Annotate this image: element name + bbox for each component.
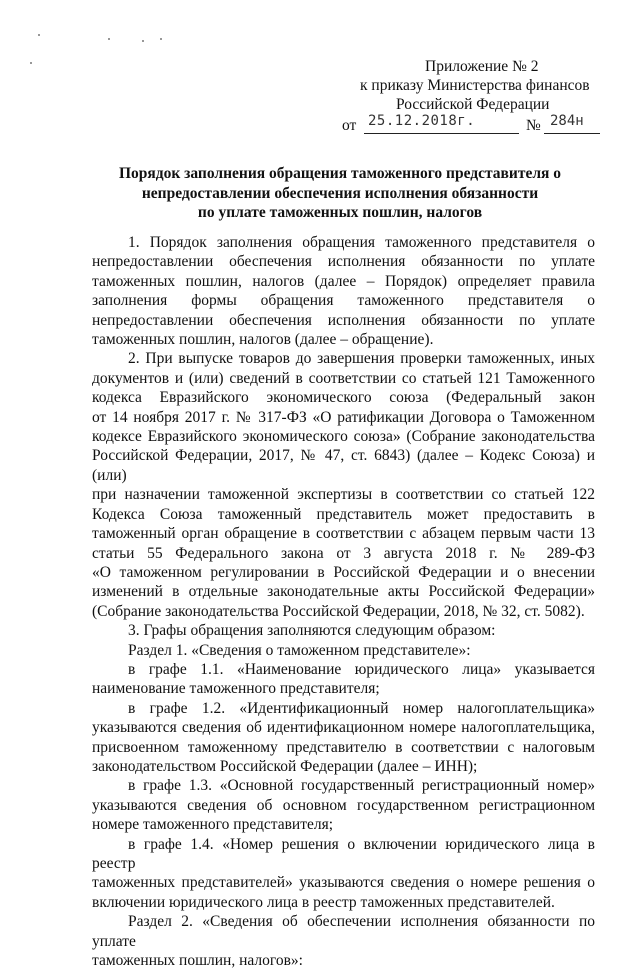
- text-line: непредоставлении обеспечения исполнения обязанности по уплате: [92, 311, 595, 329]
- order-reference: к приказу Министерства финансов: [360, 77, 590, 94]
- text-line: в графе 1.2. «Идентификационный номер налогоплательщика»: [128, 699, 595, 717]
- order-number-field: [544, 113, 600, 134]
- text-line: Кодекса Союза таможенный представитель может предоставить в: [92, 505, 595, 523]
- text-line: кодексе Евразийского экономического союза» (Собрание законодательства: [92, 428, 595, 446]
- text-line: номере таможенного представителя;: [92, 816, 334, 834]
- order-number: 284н: [550, 113, 584, 129]
- text-line: в графе 1.1. «Наименование юридического лица» указывается: [128, 660, 595, 678]
- text-line: указываются сведения об основном государственном регистрационном: [92, 796, 595, 814]
- text-line: от 14 ноября 2017 г. № 317-ФЗ «О ратификации Договора о Таможенном: [92, 408, 595, 426]
- title-line: по уплате таможенных пошлин, налогов: [197, 204, 483, 221]
- text-line: 2. При выпуске товаров до завершения проверки таможенных, иных: [128, 350, 595, 368]
- text-line: таможенных пошлин, налогов (далее – обращение).: [92, 331, 434, 349]
- section-heading: Раздел 2. «Сведения об обеспечении исполнения обязанности по уплате: [92, 913, 595, 950]
- document-title: [90, 164, 590, 223]
- text-line: статьи 55 Федерального закона от 3 августа 2018 г. № 289-ФЗ: [92, 544, 595, 562]
- text-line: присвоенном таможенному представителю в соответствии с налоговым: [92, 738, 595, 756]
- text-line: при назначении таможенной экспертизы в соответствии со статьей 122: [92, 486, 595, 504]
- section-heading: Раздел 1. «Сведения о таможенном представителе»:: [128, 641, 471, 659]
- order-date-number-line: [342, 113, 602, 135]
- text-line: в графе 1.3. «Основной государственный регистрационный номер»: [128, 777, 595, 795]
- document-body: [92, 233, 595, 970]
- text-line: включении юридического лица в реестр таможенных представителей.: [92, 893, 555, 911]
- text-line: таможенных пошлин, налогов (далее – Порядок) определяет правила: [92, 272, 595, 290]
- text-line: (Собрание законодательства Российской Федерации, 2018, № 32, ст. 5082).: [92, 602, 585, 620]
- title-line: непредоставлении обеспечения исполнения обязанности: [141, 184, 539, 202]
- country-name: Российской Федерации: [396, 96, 550, 113]
- order-date-field: [364, 113, 519, 134]
- text-line: документов и (или) сведений в соответствии со статьей 121 Таможенного: [92, 369, 595, 387]
- text-line: непредоставлении обеспечения исполнения обязанности по уплате: [92, 253, 595, 271]
- text-line: наименование таможенного представителя;: [92, 680, 380, 698]
- text-line: указываются сведения об идентификационном номере налогоплательщика,: [92, 719, 595, 737]
- number-label: №: [526, 117, 541, 134]
- text-line: кодекса Евразийского экономического союза (Федеральный закон: [92, 389, 595, 407]
- text-line: в графе 1.4. «Номер решения о включении юридического лица в реестр: [92, 835, 595, 872]
- text-line: 3. Графы обращения заполняются следующим образом:: [128, 622, 496, 640]
- text-line: таможенный орган обращение в соответствии с абзацем первым части 13: [92, 525, 595, 543]
- text-line: изменений в отдельные законодательные акты Российской Федерации»: [92, 583, 595, 601]
- text-line: заполнения формы обращения таможенного представителя о: [92, 292, 595, 310]
- text-line: таможенных пошлин, налогов»:: [92, 952, 303, 970]
- text-line: 1. Порядок заполнения обращения таможенного представителя о: [128, 234, 595, 251]
- text-line: Российской Федерации, 2017, № 47, ст. 6843) (далее – Кодекс Союза) и (или): [92, 447, 595, 484]
- appendix-number: Приложение № 2: [425, 58, 539, 75]
- order-date: 25.12.2018г.: [368, 113, 476, 129]
- text-line: «О таможенном регулировании в Российской Федерации и о внесении: [92, 563, 595, 581]
- text-line: таможенных представителей» указываются сведения о номере решения о: [92, 874, 595, 892]
- title-line: Порядок заполнения обращения таможенного представителя о: [118, 165, 562, 182]
- from-label: от: [342, 117, 357, 134]
- text-line: законодательством Российской Федерации (далее – ИНН);: [92, 757, 478, 775]
